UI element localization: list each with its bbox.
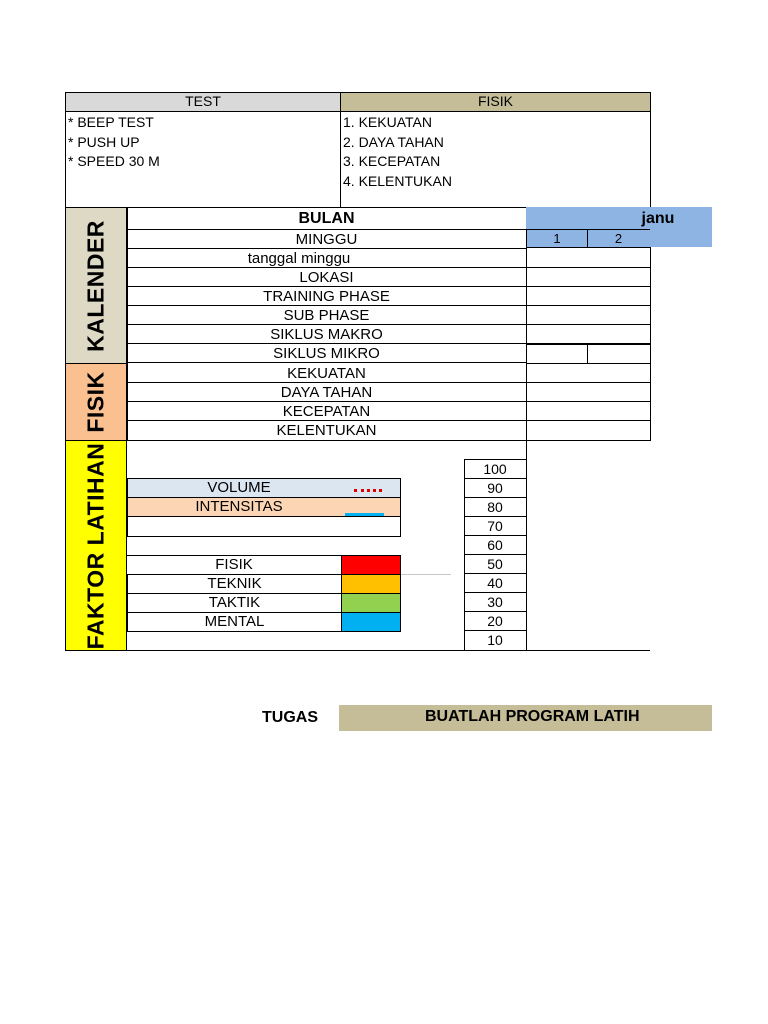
faktor-latihan-side-label <box>65 441 127 651</box>
scale-60: 60 <box>464 536 526 555</box>
test-item: * PUSH UP <box>68 133 140 150</box>
legend-faint-line <box>401 574 451 575</box>
fisik-items-cell <box>340 111 651 208</box>
calendar-cell-tanggal[interactable] <box>526 249 650 268</box>
calendar-cell-training-phase[interactable] <box>526 287 650 306</box>
kalender-side-label <box>65 207 127 364</box>
intensitas-label: INTENSITAS <box>195 498 283 515</box>
month-value: janu <box>641 210 675 227</box>
fisik-cell-daya-tahan[interactable] <box>526 383 650 402</box>
fisik-row-kecepatan: KECEPATAN <box>127 402 526 421</box>
test-item: * BEEP TEST <box>68 114 154 130</box>
legend-taktik-label: TAKTIK <box>127 594 341 613</box>
fisik-row-kekuatan: KEKUATAN <box>127 364 526 383</box>
legend-mental-swatch <box>341 613 401 632</box>
calendar-row-minggu: MINGGU <box>127 230 526 249</box>
calendar-cell-sub-phase[interactable] <box>526 306 650 325</box>
tugas-value[interactable]: BUATLAH PROGRAM LATIH <box>339 705 712 731</box>
test-items-cell <box>65 111 341 208</box>
calendar-row-sub-phase: SUB PHASE <box>127 306 526 325</box>
scale-30: 30 <box>464 593 526 612</box>
faktor-chart-area[interactable] <box>526 440 650 651</box>
fisik-item: 2. DAYA TAHAN <box>343 133 444 150</box>
week-cell-1[interactable]: 1 <box>526 230 588 248</box>
calendar-row-siklus-makro: SIKLUS MAKRO <box>127 325 526 344</box>
volume-label: VOLUME <box>207 479 271 496</box>
legend-taktik-swatch <box>341 594 401 613</box>
fisik-item: 3. KECEPATAN <box>343 153 441 169</box>
scale-100: 100 <box>464 460 526 479</box>
tugas-label: TUGAS <box>262 709 318 726</box>
scale-40: 40 <box>464 574 526 593</box>
fisik-header: FISIK <box>340 92 651 112</box>
legend-mental-label: MENTAL <box>127 613 341 632</box>
fisik-row-daya-tahan: DAYA TAHAN <box>127 383 526 402</box>
test-header: TEST <box>65 92 341 112</box>
calendar-row-tanggal: tanggal minggu <box>127 249 526 268</box>
legend-fisik-label: FISIK <box>127 556 341 575</box>
scale-10: 10 <box>487 632 503 648</box>
siklus-mikro-cell-2[interactable] <box>587 344 650 364</box>
calendar-row-siklus-mikro: SIKLUS MIKRO <box>127 344 526 363</box>
fisik-text: FISIK <box>82 371 109 433</box>
calendar-cell-siklus-makro[interactable] <box>526 325 650 344</box>
siklus-mikro-cell-1[interactable] <box>526 344 588 364</box>
scale-20: 20 <box>464 612 526 631</box>
legend-teknik-swatch <box>341 575 401 594</box>
test-item: * SPEED 30 M <box>68 153 160 169</box>
calendar-row-training-phase: TRAINING PHASE <box>127 287 526 306</box>
faktor-latihan-text: FAKTOR LATIHAN <box>82 442 109 649</box>
fisik-item: 4. KELENTUKAN <box>343 172 452 189</box>
fisik-row-kelentukan: KELENTUKAN <box>127 421 526 441</box>
scale-70: 70 <box>464 517 526 536</box>
blank-row[interactable] <box>127 516 401 537</box>
scale-80: 80 <box>464 498 526 517</box>
kalender-text: KALENDER <box>82 219 109 352</box>
week-cell-2[interactable]: 2 <box>587 230 650 248</box>
scale-50: 50 <box>464 555 526 574</box>
volume-dotted-line-icon <box>354 489 382 492</box>
scale-90: 90 <box>464 479 526 498</box>
legend-teknik-label: TEKNIK <box>127 575 341 594</box>
fisik-cell-kekuatan[interactable] <box>526 364 650 383</box>
calendar-row-lokasi: LOKASI <box>127 268 526 287</box>
fisik-cell-kelentukan[interactable] <box>526 421 650 441</box>
legend-fisik-swatch <box>341 556 401 575</box>
bulan-label: BULAN <box>127 208 526 230</box>
fisik-item: 1. KEKUATAN <box>343 114 432 130</box>
fisik-side-label <box>65 364 127 441</box>
fisik-cell-kecepatan[interactable] <box>526 402 650 421</box>
calendar-cell-lokasi[interactable] <box>526 268 650 287</box>
